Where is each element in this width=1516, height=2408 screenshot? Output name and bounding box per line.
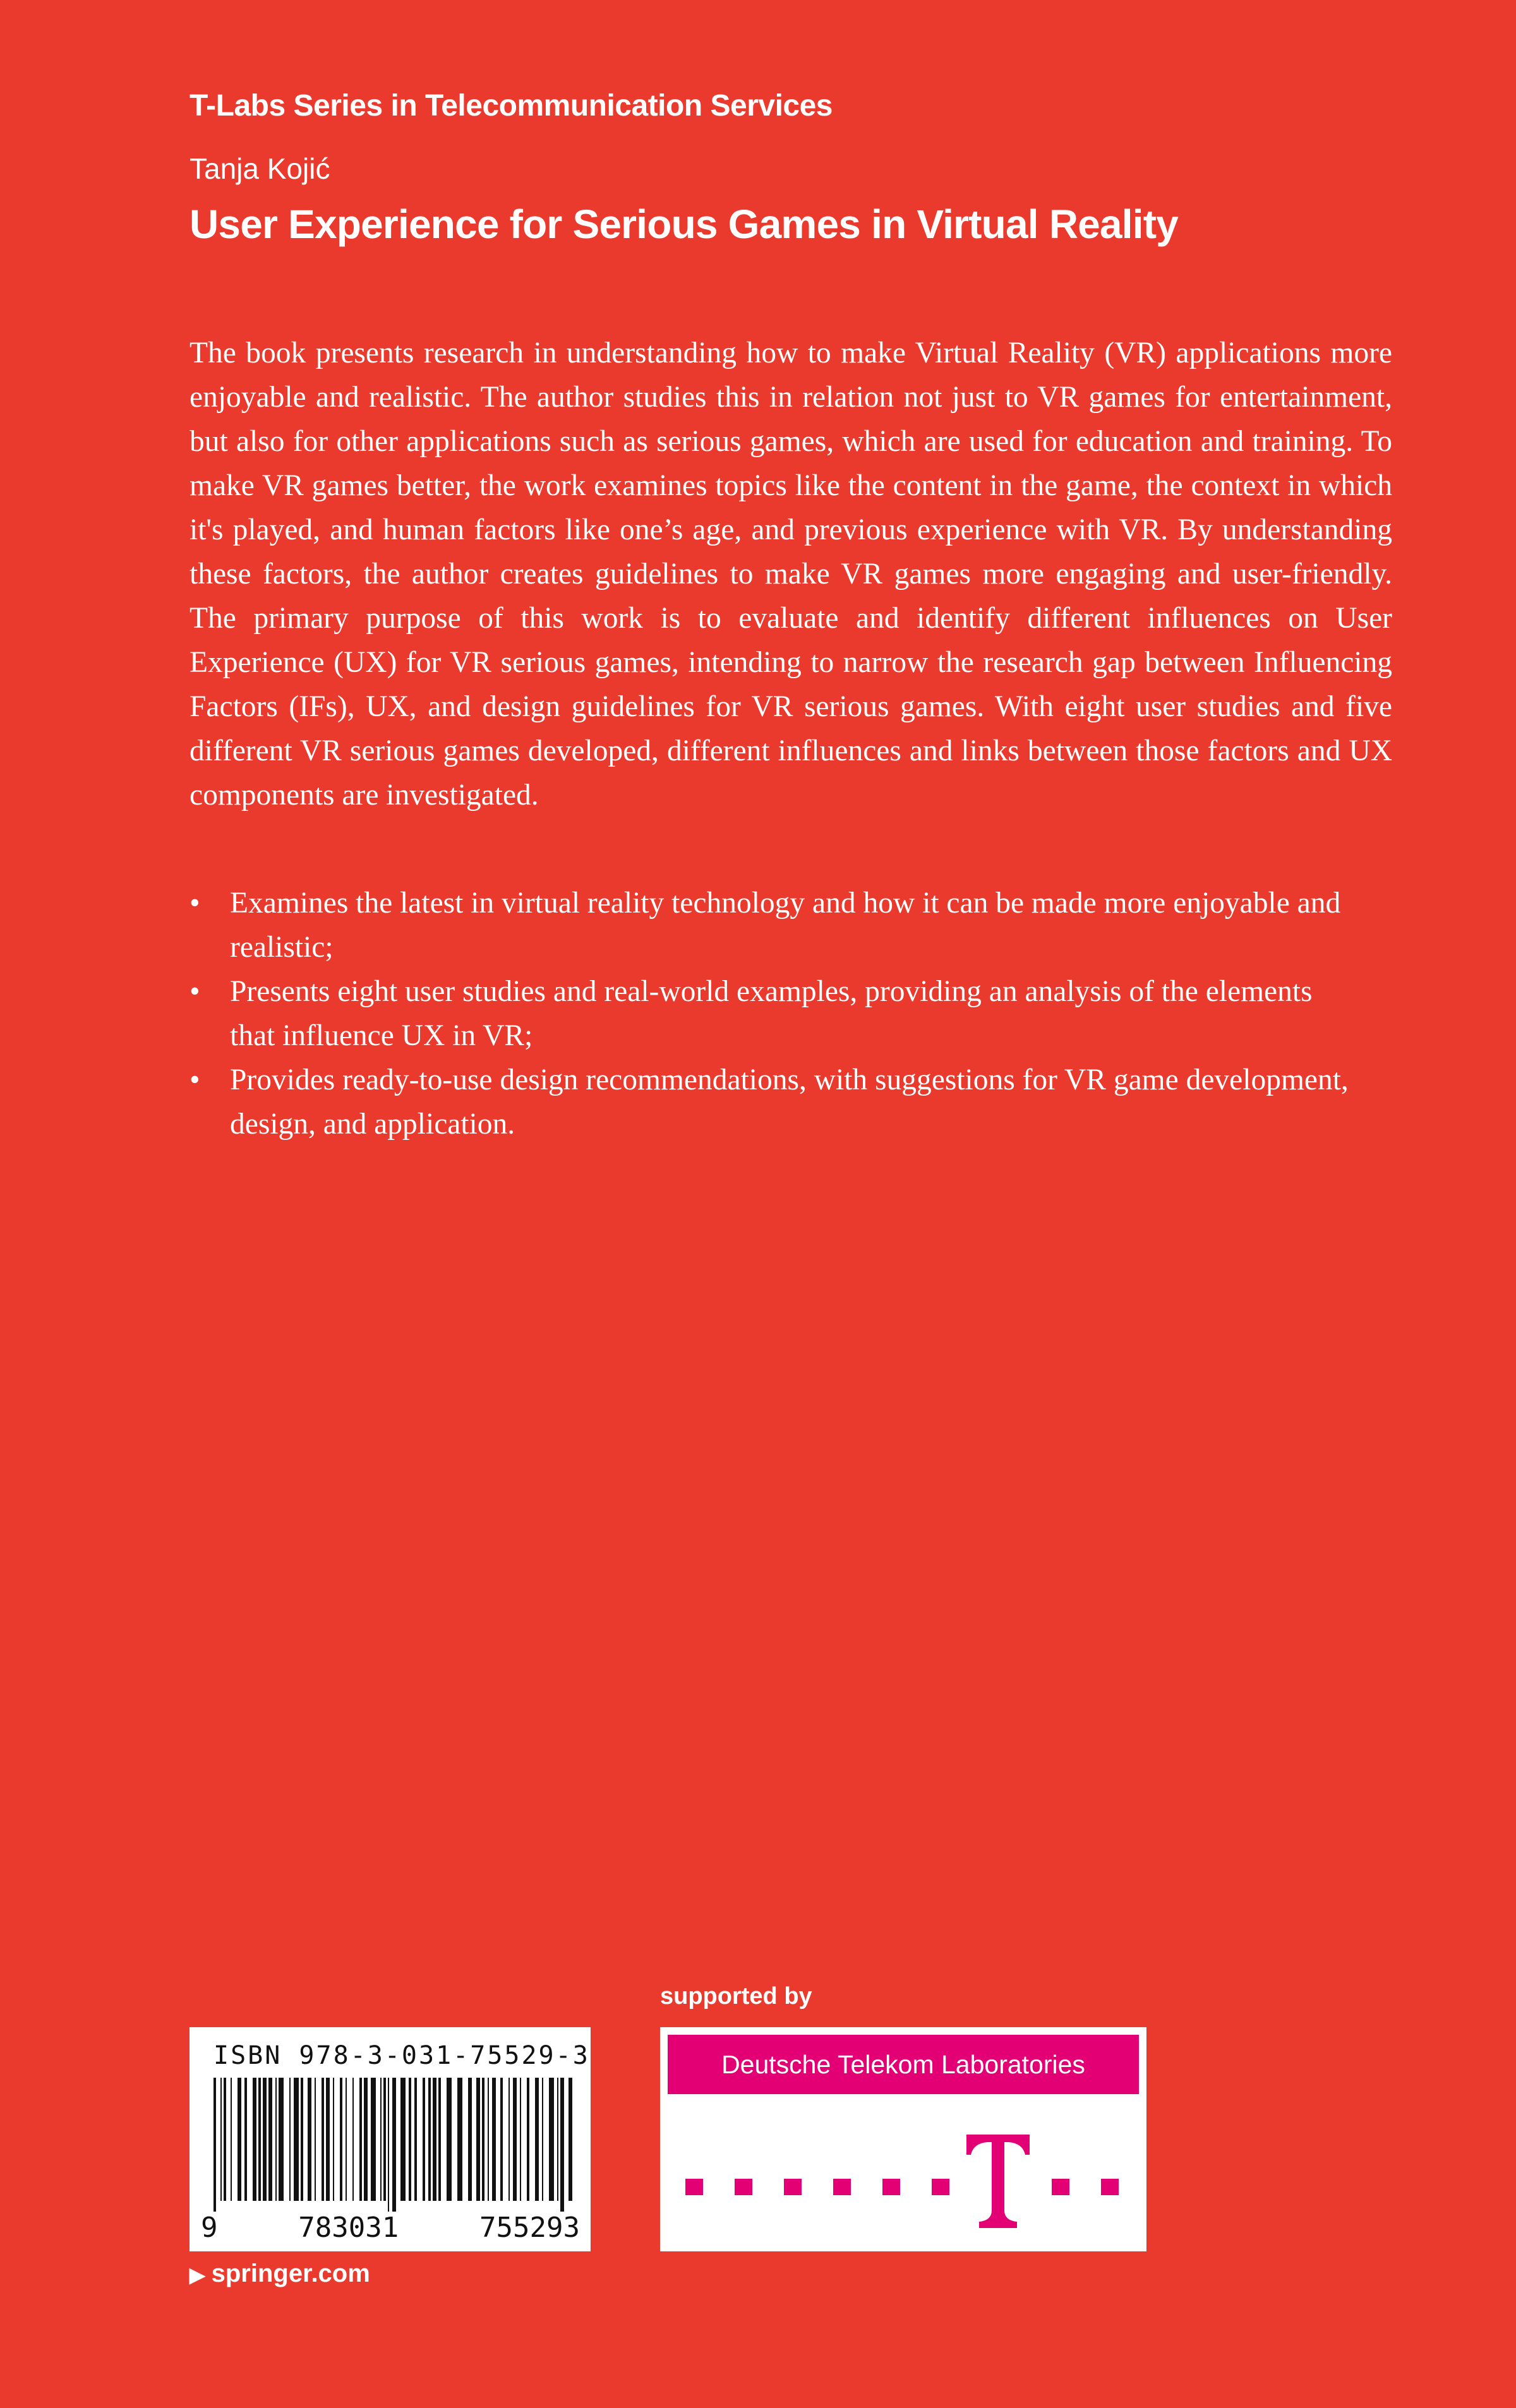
list-item bbox=[190, 969, 1358, 1058]
barcode-bar bbox=[527, 2078, 529, 2201]
list-item-text: Presents eight user studies and real-world examples, providing an analysis of the elements that influence UX in VR; bbox=[230, 975, 1313, 1052]
feature-list bbox=[190, 881, 1358, 1146]
barcode-bar bbox=[383, 2078, 386, 2201]
arrow-right-icon: ▶ bbox=[190, 2263, 205, 2286]
barcode-bar bbox=[513, 2078, 517, 2201]
barcode-bar bbox=[220, 2078, 222, 2201]
barcode-bar bbox=[520, 2078, 521, 2201]
barcode-bar bbox=[542, 2078, 543, 2201]
barcode-bar bbox=[371, 2078, 376, 2201]
barcode-bar bbox=[380, 2078, 382, 2201]
book-title: User Experience for Serious Games in Virtual Reality bbox=[190, 201, 1178, 247]
barcode-bar bbox=[428, 2078, 431, 2201]
barcode-bar bbox=[457, 2078, 462, 2201]
barcode-bar bbox=[268, 2078, 272, 2201]
barcode-bar bbox=[322, 2078, 324, 2201]
barcode-digit-group: 755293 bbox=[479, 2212, 580, 2244]
barcode-bar bbox=[508, 2078, 510, 2201]
barcode-bar bbox=[433, 2078, 436, 2201]
barcode-bar bbox=[388, 2078, 389, 2213]
barcode-bar bbox=[364, 2078, 368, 2201]
barcode-bar bbox=[224, 2078, 226, 2201]
barcode-bar bbox=[244, 2078, 247, 2201]
barcode-bar bbox=[279, 2078, 284, 2201]
publisher-link[interactable] bbox=[190, 2260, 370, 2288]
barcode-bar bbox=[400, 2078, 406, 2201]
barcode-bar bbox=[352, 2078, 354, 2201]
list-item-text: Examines the latest in virtual reality technology and how it can be made more enjoyable and realistic; bbox=[230, 887, 1341, 964]
barcode-digits bbox=[201, 2212, 580, 2244]
bullet-icon: • bbox=[190, 975, 200, 1008]
bullet-icon: • bbox=[190, 1063, 200, 1096]
barcode-bar bbox=[409, 2078, 411, 2201]
barcode-bar bbox=[340, 2078, 342, 2201]
barcode-icon bbox=[214, 2078, 574, 2213]
barcode-bar bbox=[289, 2078, 291, 2201]
list-item bbox=[190, 1058, 1358, 1146]
telekom-logo-icon bbox=[679, 2116, 1128, 2236]
barcode-bar bbox=[549, 2078, 554, 2201]
barcode-bar bbox=[535, 2078, 539, 2201]
supported-by-label: supported by bbox=[660, 1983, 812, 2010]
barcode-bar bbox=[238, 2078, 241, 2201]
sponsor-logo-panel bbox=[660, 2027, 1146, 2251]
barcode-bar bbox=[275, 2078, 277, 2201]
list-item-text: Provides ready-to-use design recommendations, with suggestions for VR game development, design, and application. bbox=[230, 1063, 1349, 1141]
barcode-bar bbox=[500, 2078, 503, 2201]
barcode-bar bbox=[346, 2078, 347, 2201]
barcode-bar bbox=[333, 2078, 334, 2201]
isbn-number: ISBN 978-3-031-75529-3 bbox=[214, 2041, 590, 2070]
barcode-bar bbox=[557, 2078, 558, 2201]
barcode-digit-group: 9 bbox=[201, 2212, 218, 2244]
bullet-icon: • bbox=[190, 887, 200, 919]
barcode-bar bbox=[294, 2078, 299, 2201]
barcode-bar bbox=[482, 2078, 484, 2201]
book-description: The book presents research in understanding how to make Virtual Reality (VR) applications more enjoyable and realistic. The author studies this in relation not just to VR games for entertainment, but also for other applications such as serious games, which are used for education and training. To make VR games better, the work examines topics like the content in the game, the context in which it's played, and human factors like one’s age, and previous experience with VR. By understanding these factors, the author creates guidelines to make VR games more engaging and user-friendly. The primary purpose of this work is to evaluate and identify different influences on User Experience (UX) for VR serious games, intending to narrow the research gap between Influencing Factors (IFs), UX, and design guidelines for VR serious games. With eight user studies and five different VR serious games developed, different influences and links between those factors and UX components are investigated. bbox=[190, 337, 1392, 812]
barcode-bar bbox=[258, 2078, 261, 2201]
barcode-bar bbox=[468, 2078, 472, 2201]
barcode-bar bbox=[308, 2078, 311, 2201]
barcode-bar bbox=[359, 2078, 362, 2201]
barcode-bar bbox=[214, 2078, 216, 2213]
author-name: Tanja Kojić bbox=[190, 152, 330, 185]
barcode-bar bbox=[253, 2078, 256, 2201]
barcode-bar bbox=[488, 2078, 489, 2201]
series-title: T-Labs Series in Telecommunication Services bbox=[190, 89, 833, 123]
barcode-bar bbox=[447, 2078, 452, 2201]
barcode-bar bbox=[301, 2078, 303, 2201]
barcode-bar bbox=[423, 2078, 425, 2201]
barcode-bar bbox=[392, 2078, 396, 2213]
barcode-bar bbox=[263, 2078, 267, 2201]
publisher-url: springer.com bbox=[211, 2260, 370, 2287]
barcode-bar bbox=[315, 2078, 316, 2201]
barcode-bar bbox=[560, 2078, 564, 2213]
barcode-bar bbox=[414, 2078, 417, 2201]
barcode-bar bbox=[231, 2078, 232, 2201]
barcode-bar bbox=[568, 2078, 572, 2201]
barcode-bar bbox=[326, 2078, 330, 2201]
barcode-bar bbox=[438, 2078, 441, 2201]
sponsor-name: Deutsche Telekom Laboratories bbox=[668, 2035, 1139, 2094]
list-item bbox=[190, 881, 1358, 969]
barcode-bar bbox=[476, 2078, 480, 2201]
barcode-bar bbox=[492, 2078, 496, 2201]
isbn-barcode-panel bbox=[190, 2027, 591, 2251]
barcode-digit-group: 783031 bbox=[298, 2212, 399, 2244]
